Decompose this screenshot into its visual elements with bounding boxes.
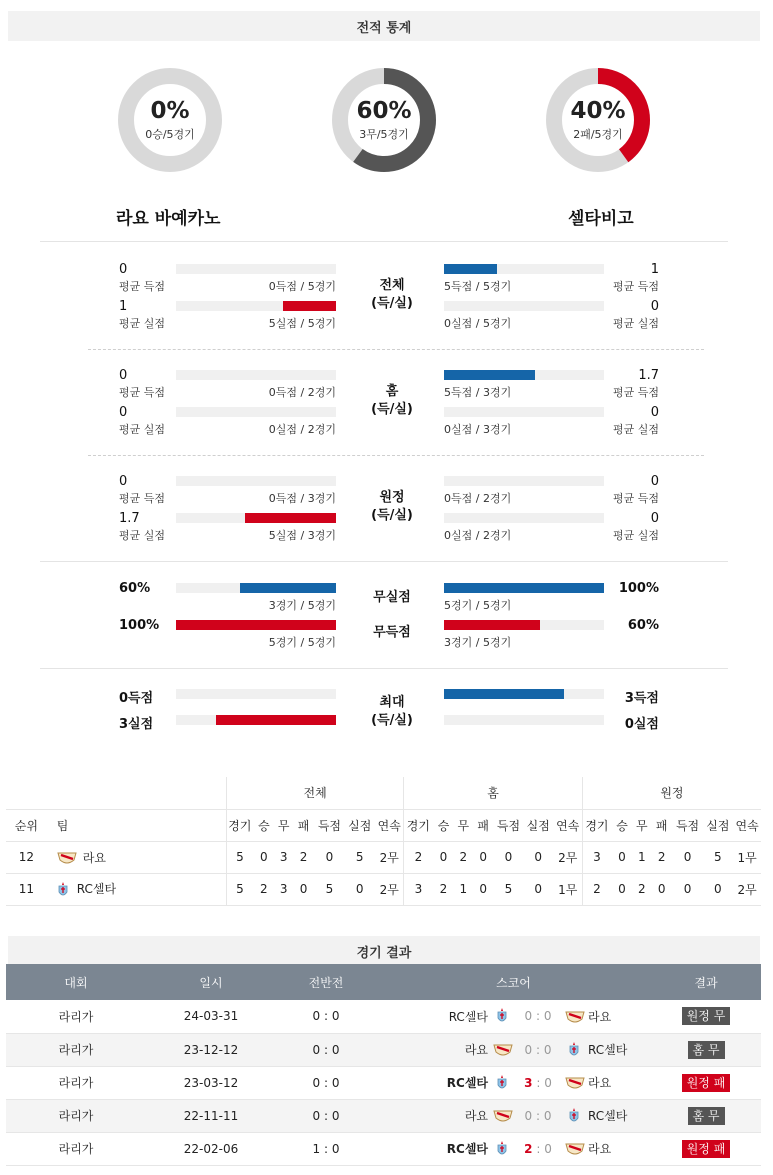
table-row bbox=[6, 1066, 761, 1099]
away-team-name: RC셀타 bbox=[588, 1043, 628, 1057]
column-header: 연속 bbox=[554, 809, 583, 841]
section-title-line1: 홈 bbox=[385, 384, 399, 399]
left-value: 0 bbox=[119, 262, 128, 277]
column-header: 무 bbox=[275, 809, 293, 841]
stat-cell: 2무 bbox=[375, 841, 404, 873]
column-header: 승 bbox=[611, 809, 633, 841]
team-header: 팀 bbox=[47, 809, 227, 841]
score bbox=[516, 1076, 560, 1090]
score bbox=[516, 1142, 560, 1156]
team-name: 라요 bbox=[82, 850, 106, 865]
score-cell bbox=[376, 1132, 651, 1165]
home-score: 3 bbox=[524, 1075, 533, 1090]
right-bar-track bbox=[444, 513, 604, 523]
left-bar-fill bbox=[283, 301, 336, 311]
right-label: 평균 실점 bbox=[612, 423, 659, 436]
stat-cell: 0 bbox=[344, 873, 375, 905]
left-label: 평균 실점 bbox=[119, 423, 166, 436]
right-bar-fill bbox=[444, 370, 535, 380]
celta-crest-icon bbox=[568, 1108, 580, 1124]
donut-subtitle: 3무/5경기 bbox=[359, 128, 409, 141]
section-title bbox=[352, 277, 432, 313]
right-value: 0 bbox=[650, 511, 659, 526]
team-left-name: 라요 바예카노 bbox=[116, 209, 221, 229]
score-cell bbox=[376, 1066, 651, 1099]
team-name: RC셀타 bbox=[76, 882, 117, 897]
table-row bbox=[6, 1000, 761, 1033]
stat-cell: 5 bbox=[315, 873, 345, 905]
column-header: 실점 bbox=[523, 809, 554, 841]
left-label: 평균 득점 bbox=[119, 386, 166, 399]
date-cell: 23-03-12 bbox=[146, 1066, 276, 1099]
stat-cell: 0 bbox=[253, 841, 275, 873]
home-team-name: RC셀타 bbox=[446, 1142, 488, 1156]
column-header: 패 bbox=[293, 809, 315, 841]
rayo-crest-icon bbox=[493, 1043, 511, 1057]
away-icon-wrap bbox=[560, 1042, 588, 1058]
stat-cell: 2 bbox=[651, 841, 673, 873]
home-icon-wrap bbox=[488, 1141, 516, 1157]
left-bar-fill bbox=[240, 583, 336, 593]
team-cell bbox=[47, 873, 227, 905]
celta-crest-icon bbox=[496, 1075, 508, 1091]
left-note: 5실점 / 3경기 bbox=[268, 529, 336, 542]
stat-cell: 2 bbox=[633, 873, 651, 905]
left-note: 0득점 / 3경기 bbox=[268, 492, 336, 505]
donut-percent: 40% bbox=[570, 98, 626, 124]
home-icon-wrap bbox=[488, 1075, 516, 1091]
date-cell: 23-12-12 bbox=[146, 1033, 276, 1066]
stats-header: 전적 통계 bbox=[8, 11, 760, 41]
celta-crest-icon bbox=[496, 1141, 508, 1157]
left-bar-track bbox=[176, 407, 336, 417]
away-team-name: RC셀타 bbox=[588, 1109, 628, 1123]
rayo-crest-icon bbox=[493, 1109, 511, 1123]
results-column-header: 결과 bbox=[651, 964, 761, 1000]
halftime-cell: 0 : 0 bbox=[276, 1099, 376, 1132]
result-cell bbox=[651, 1033, 761, 1066]
away-score: 0 bbox=[544, 1075, 552, 1090]
section-title bbox=[352, 383, 432, 419]
halftime-cell: 0 : 0 bbox=[276, 1000, 376, 1033]
group-header: 홈 bbox=[404, 777, 583, 809]
column-header: 연속 bbox=[375, 809, 404, 841]
stat-cell: 2 bbox=[455, 841, 473, 873]
left-note: 0득점 / 5경기 bbox=[268, 280, 336, 293]
result-badge: 원정 무 bbox=[682, 1007, 731, 1025]
score bbox=[516, 1109, 560, 1123]
donut-percent: 60% bbox=[356, 98, 412, 124]
max-title-line1: 최대 bbox=[379, 695, 405, 710]
right-value: 3득점 bbox=[624, 691, 659, 706]
stat-cell: 1 bbox=[633, 841, 651, 873]
rayo-crest-icon bbox=[565, 1076, 583, 1090]
right-bar-track bbox=[444, 583, 604, 593]
stat-cell: 2무 bbox=[554, 841, 583, 873]
right-note: 3경기 / 5경기 bbox=[444, 636, 512, 649]
stat-cell: 2 bbox=[582, 873, 611, 905]
score bbox=[516, 1043, 560, 1057]
away-team-name: 라요 bbox=[588, 1076, 612, 1090]
stat-cell: 0 bbox=[673, 841, 703, 873]
summary-donut bbox=[330, 66, 438, 174]
results-column-header: 스코어 bbox=[376, 964, 651, 1000]
score-line bbox=[376, 1107, 651, 1124]
right-label: 평균 득점 bbox=[612, 280, 659, 293]
home-icon-wrap bbox=[488, 1008, 516, 1024]
standings-group-row bbox=[6, 777, 761, 809]
right-label: 평균 실점 bbox=[612, 317, 659, 330]
stat-cell: 2무 bbox=[733, 873, 761, 905]
score-line bbox=[376, 1041, 651, 1058]
right-bar-fill bbox=[444, 689, 564, 699]
results-column-header: 대회 bbox=[6, 964, 146, 1000]
stat-cell: 0 bbox=[673, 873, 703, 905]
stat-cell: 0 bbox=[494, 841, 523, 873]
stat-cell: 0 bbox=[523, 841, 554, 873]
column-header: 득점 bbox=[315, 809, 345, 841]
divider bbox=[40, 241, 728, 242]
left-value: 100% bbox=[119, 618, 160, 633]
column-header: 실점 bbox=[702, 809, 733, 841]
right-bar-fill bbox=[444, 264, 497, 274]
section-title bbox=[352, 489, 432, 525]
standings-header-row bbox=[6, 809, 761, 841]
left-bar-track bbox=[176, 583, 336, 593]
rank-cell: 11 bbox=[6, 873, 47, 905]
right-value: 0 bbox=[650, 474, 659, 489]
result-badge: 홈 무 bbox=[688, 1041, 725, 1059]
home-icon-wrap bbox=[488, 1108, 516, 1123]
right-bar-track bbox=[444, 620, 604, 630]
column-header: 무 bbox=[633, 809, 651, 841]
right-value: 0 bbox=[650, 299, 659, 314]
left-note: 0실점 / 2경기 bbox=[268, 423, 336, 436]
table-row bbox=[6, 841, 761, 873]
results-column-header: 전반전 bbox=[276, 964, 376, 1000]
celta-crest-icon bbox=[57, 882, 69, 898]
stat-cell: 5 bbox=[226, 873, 252, 905]
column-header: 패 bbox=[472, 809, 494, 841]
right-note: 0득점 / 2경기 bbox=[444, 492, 512, 505]
right-label: 평균 득점 bbox=[612, 386, 659, 399]
home-score: 0 bbox=[524, 1009, 533, 1024]
date-cell: 22-11-11 bbox=[146, 1099, 276, 1132]
results-column-header: 일시 bbox=[146, 964, 276, 1000]
left-note: 5실점 / 5경기 bbox=[268, 317, 336, 330]
stat-cell: 0 bbox=[702, 873, 733, 905]
right-bar-track bbox=[444, 264, 604, 274]
score-cell bbox=[376, 1000, 651, 1033]
rank-header: 순위 bbox=[6, 809, 47, 841]
stat-cell: 0 bbox=[472, 841, 494, 873]
score bbox=[516, 1009, 560, 1023]
home-score: 0 bbox=[524, 1108, 533, 1123]
right-note: 5득점 / 3경기 bbox=[444, 386, 512, 399]
left-bar-fill bbox=[245, 513, 336, 523]
away-icon-wrap bbox=[560, 1009, 588, 1024]
stat-cell: 1 bbox=[455, 873, 473, 905]
right-note: 5경기 / 5경기 bbox=[444, 599, 512, 612]
left-value: 0득점 bbox=[119, 691, 154, 706]
right-note: 0실점 / 5경기 bbox=[444, 317, 512, 330]
rayo-crest-icon bbox=[565, 1142, 583, 1156]
left-bar-track bbox=[176, 689, 336, 699]
home-team-name: 라요 bbox=[464, 1043, 488, 1057]
column-header: 승 bbox=[253, 809, 275, 841]
result-cell bbox=[651, 1099, 761, 1132]
column-header: 경기 bbox=[226, 809, 252, 841]
results-header-row bbox=[6, 964, 761, 1000]
away-score: 0 bbox=[543, 1108, 552, 1123]
halftime-cell: 0 : 0 bbox=[276, 1033, 376, 1066]
right-value: 100% bbox=[618, 581, 659, 596]
right-bar-track bbox=[444, 370, 604, 380]
score-colon: : bbox=[532, 1108, 544, 1123]
away-team-name: 라요 bbox=[588, 1009, 612, 1024]
league-cell: 라리가 bbox=[6, 1099, 146, 1132]
section-title-line2: (득/실) bbox=[371, 508, 413, 523]
stat-cell: 5 bbox=[494, 873, 523, 905]
stat-cell: 0 bbox=[472, 873, 494, 905]
right-bar-fill bbox=[444, 583, 604, 593]
away-icon-wrap bbox=[560, 1108, 588, 1124]
stat-cell: 0 bbox=[523, 873, 554, 905]
left-note: 0득점 / 2경기 bbox=[268, 386, 336, 399]
score-colon: : bbox=[532, 1141, 545, 1156]
right-bar-track bbox=[444, 301, 604, 311]
results-table bbox=[6, 964, 761, 1166]
stat-cell: 2 bbox=[432, 873, 454, 905]
rayo-crest-icon bbox=[565, 1010, 583, 1024]
stat-cell: 3 bbox=[582, 841, 611, 873]
score-line bbox=[376, 1074, 651, 1091]
stat-cell: 2 bbox=[293, 841, 315, 873]
result-badge: 원정 패 bbox=[682, 1140, 731, 1158]
stat-cell: 2무 bbox=[375, 873, 404, 905]
column-header: 경기 bbox=[582, 809, 611, 841]
away-score: 0 bbox=[543, 1042, 552, 1057]
stat-cell: 1무 bbox=[554, 873, 583, 905]
away-score: 0 bbox=[544, 1141, 552, 1156]
left-bar-track bbox=[176, 715, 336, 725]
right-bar-track bbox=[444, 715, 604, 725]
right-label: 평균 득점 bbox=[612, 492, 659, 505]
donut-subtitle: 2패/5경기 bbox=[573, 128, 623, 141]
left-value: 1.7 bbox=[119, 511, 140, 526]
result-badge: 원정 패 bbox=[682, 1074, 731, 1092]
left-bar-track bbox=[176, 476, 336, 486]
section-title-line2: (득/실) bbox=[371, 402, 413, 417]
right-bar-track bbox=[444, 407, 604, 417]
right-value: 60% bbox=[627, 618, 659, 633]
date-cell: 22-02-06 bbox=[146, 1132, 276, 1165]
summary-donut bbox=[116, 66, 224, 174]
left-label: 평균 득점 bbox=[119, 280, 166, 293]
left-note: 3경기 / 5경기 bbox=[268, 599, 336, 612]
left-note: 5경기 / 5경기 bbox=[268, 636, 336, 649]
left-label: 평균 실점 bbox=[119, 317, 166, 330]
blank-cell bbox=[47, 777, 227, 809]
result-cell bbox=[651, 1132, 761, 1165]
score-line bbox=[376, 1008, 651, 1025]
stat-cell: 2 bbox=[253, 873, 275, 905]
section-title-line1: 원정 bbox=[379, 490, 405, 505]
dashed-divider bbox=[88, 455, 704, 456]
league-cell: 라리가 bbox=[6, 1033, 146, 1066]
right-value: 1 bbox=[650, 262, 659, 277]
right-label: 평균 실점 bbox=[612, 529, 659, 542]
stat-cell: 2 bbox=[404, 841, 433, 873]
section-title-line2: (득/실) bbox=[371, 296, 413, 311]
stat-cell: 0 bbox=[611, 873, 633, 905]
column-header: 실점 bbox=[344, 809, 375, 841]
left-bar-track bbox=[176, 620, 336, 630]
summary-donut bbox=[544, 66, 652, 174]
celta-crest-icon bbox=[568, 1042, 580, 1058]
halftime-cell: 1 : 0 bbox=[276, 1132, 376, 1165]
away-icon-wrap bbox=[560, 1141, 588, 1156]
stat-cell: 1무 bbox=[733, 841, 761, 873]
league-cell: 라리가 bbox=[6, 1066, 146, 1099]
left-bar-track bbox=[176, 264, 336, 274]
left-label: 평균 득점 bbox=[119, 492, 166, 505]
stat-cell: 0 bbox=[293, 873, 315, 905]
celta-crest-icon bbox=[496, 1008, 508, 1024]
score-cell bbox=[376, 1099, 651, 1132]
home-score: 2 bbox=[524, 1141, 533, 1156]
left-value: 60% bbox=[119, 581, 151, 596]
stat-cell: 3 bbox=[275, 873, 293, 905]
column-header: 연속 bbox=[733, 809, 761, 841]
left-value: 3실점 bbox=[119, 717, 154, 732]
stat-cell: 0 bbox=[315, 841, 345, 873]
right-bar-track bbox=[444, 476, 604, 486]
stat-cell: 0 bbox=[651, 873, 673, 905]
column-header: 무 bbox=[455, 809, 473, 841]
stat-cell: 3 bbox=[275, 841, 293, 873]
right-value: 1.7 bbox=[638, 368, 659, 383]
away-team-name: 라요 bbox=[588, 1142, 612, 1156]
group-header: 전체 bbox=[226, 777, 403, 809]
left-value: 0 bbox=[119, 368, 128, 383]
score-line bbox=[376, 1140, 651, 1157]
right-value: 0 bbox=[650, 405, 659, 420]
away-icon-wrap bbox=[560, 1075, 588, 1090]
score-colon: : bbox=[532, 1009, 544, 1024]
table-row bbox=[6, 873, 761, 905]
stat-cell: 0 bbox=[432, 841, 454, 873]
left-bar-track bbox=[176, 513, 336, 523]
left-bar-track bbox=[176, 301, 336, 311]
stat-cell: 5 bbox=[702, 841, 733, 873]
score-colon: : bbox=[532, 1042, 544, 1057]
stat-cell: 3 bbox=[404, 873, 433, 905]
stat-cell: 5 bbox=[344, 841, 375, 873]
right-bar-track bbox=[444, 689, 604, 699]
stat-cell: 0 bbox=[611, 841, 633, 873]
halftime-cell: 0 : 0 bbox=[276, 1066, 376, 1099]
left-value: 0 bbox=[119, 405, 128, 420]
team-right-name: 셀타비고 bbox=[568, 209, 634, 229]
left-bar-track bbox=[176, 370, 336, 380]
result-cell bbox=[651, 1066, 761, 1099]
group-header: 원정 bbox=[582, 777, 761, 809]
right-value: 0실점 bbox=[624, 717, 659, 732]
left-bar-fill bbox=[176, 620, 336, 630]
away-score: 0 bbox=[543, 1009, 552, 1024]
league-cell: 라리가 bbox=[6, 1132, 146, 1165]
column-header: 패 bbox=[651, 809, 673, 841]
max-title-line2: (득/실) bbox=[371, 713, 413, 728]
score-colon: : bbox=[532, 1075, 545, 1090]
table-row bbox=[6, 1033, 761, 1066]
team-cell bbox=[47, 841, 227, 873]
right-note: 0실점 / 3경기 bbox=[444, 423, 512, 436]
donut-percent: 0% bbox=[150, 98, 190, 124]
left-bar-fill bbox=[216, 715, 336, 725]
rayo-crest-icon bbox=[57, 851, 75, 865]
divider bbox=[40, 668, 728, 669]
home-score: 0 bbox=[524, 1042, 533, 1057]
no-goal-title: 무득점 bbox=[373, 625, 411, 640]
donut-subtitle: 0승/5경기 bbox=[145, 128, 195, 141]
divider bbox=[40, 561, 728, 562]
rank-cell: 12 bbox=[6, 841, 47, 873]
left-label: 평균 실점 bbox=[119, 529, 166, 542]
league-cell: 라리가 bbox=[6, 1000, 146, 1033]
column-header: 득점 bbox=[673, 809, 703, 841]
section-title-line1: 전체 bbox=[379, 278, 405, 293]
score-cell bbox=[376, 1033, 651, 1066]
table-row bbox=[6, 1132, 761, 1165]
blank-cell bbox=[6, 777, 47, 809]
left-value: 0 bbox=[119, 474, 128, 489]
dashed-divider bbox=[88, 349, 704, 350]
home-team-name: RC셀타 bbox=[448, 1009, 488, 1024]
home-icon-wrap bbox=[488, 1042, 516, 1057]
result-badge: 홈 무 bbox=[688, 1107, 725, 1125]
clean-sheet-title: 무실점 bbox=[373, 590, 411, 605]
column-header: 득점 bbox=[494, 809, 523, 841]
date-cell: 24-03-31 bbox=[146, 1000, 276, 1033]
max-title bbox=[352, 694, 432, 730]
left-value: 1 bbox=[119, 299, 128, 314]
stat-cell: 5 bbox=[226, 841, 252, 873]
standings-table bbox=[6, 777, 761, 906]
table-row bbox=[6, 1099, 761, 1132]
result-cell bbox=[651, 1000, 761, 1033]
results-header: 경기 결과 bbox=[8, 936, 760, 966]
home-team-name: RC셀타 bbox=[446, 1076, 488, 1090]
home-team-name: 라요 bbox=[464, 1109, 488, 1123]
right-note: 5득점 / 5경기 bbox=[444, 280, 512, 293]
right-bar-fill bbox=[444, 620, 540, 630]
right-note: 0실점 / 2경기 bbox=[444, 529, 512, 542]
column-header: 경기 bbox=[404, 809, 433, 841]
column-header: 승 bbox=[432, 809, 454, 841]
